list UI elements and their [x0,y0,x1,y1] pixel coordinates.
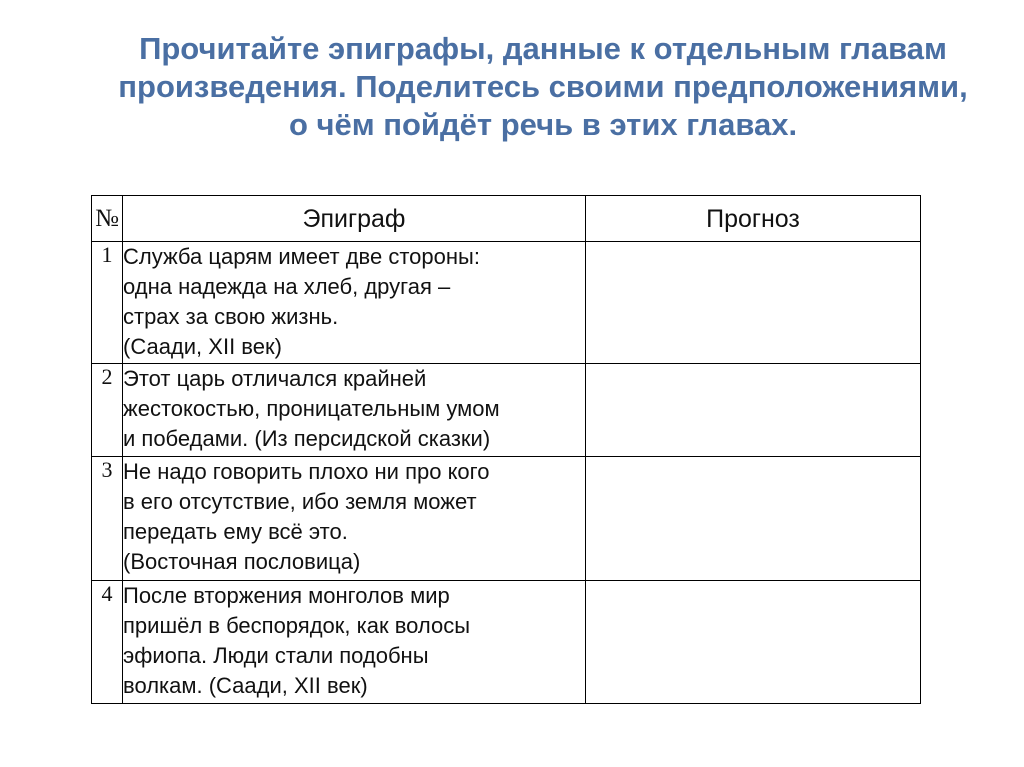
forecast-cell [586,242,921,364]
row-number: 2 [92,364,123,457]
forecast-cell [586,581,921,704]
epigraph-cell: После вторжения монголов мир пришёл в беспорядок, как волосы эфиопа. Люди стали подобны волкам. (Саади, XII век) [123,581,586,704]
table-row [92,242,921,364]
row-number: 3 [92,457,123,581]
epigraph-table [91,195,921,704]
row-number: 4 [92,581,123,704]
forecast-cell [586,457,921,581]
header-epigraph: Эпиграф [123,196,586,242]
header-number: № [92,196,123,242]
table-header-row [92,196,921,242]
table-row [92,364,921,457]
table-row [92,457,921,581]
table-row [92,581,921,704]
epigraph-cell: Служба царям имеет две стороны: одна надежда на хлеб, другая – страх за свою жизнь. (Саади, XII век) [123,242,586,364]
row-number: 1 [92,242,123,364]
header-forecast: Прогноз [586,196,921,242]
epigraph-cell: Не надо говорить плохо ни про кого в его отсутствие, ибо земля может передать ему всё это. (Восточная пословица) [123,457,586,581]
epigraph-cell: Этот царь отличался крайней жестокостью, проницательным умом и победами. (Из персидской сказки) [123,364,586,457]
slide-title: Прочитайте эпиграфы, данные к отдельным главам произведения. Поделитесь своими предположениями, о чём пойдёт речь в этих главах. [118,31,968,142]
forecast-cell [586,364,921,457]
